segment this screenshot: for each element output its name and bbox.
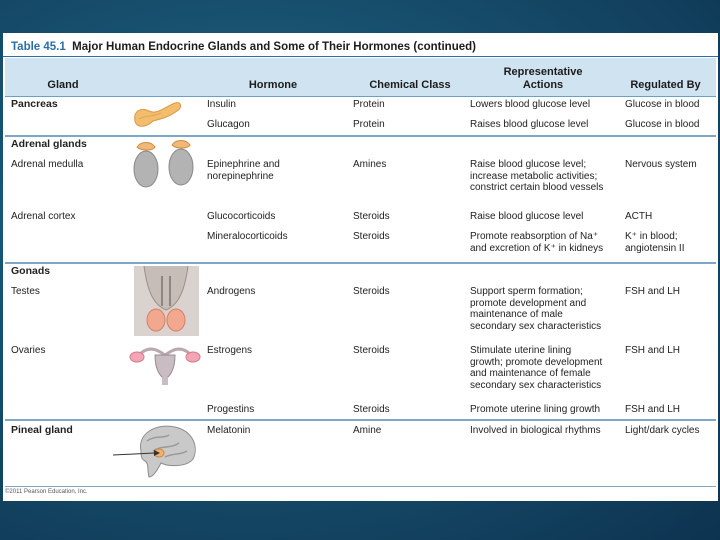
gland-adrenal-medulla: Adrenal medulla: [11, 159, 84, 170]
class-estrogens: Steroids: [353, 345, 390, 356]
gland-pineal: Pineal gland: [11, 424, 73, 436]
action-epinephrine: Raise blood glucose level; increase metabolic activities; constrict certain blood vessels: [470, 159, 604, 193]
action-mineralocorticoids: Promote reabsorption of Na⁺ and excretion of K⁺ in kidneys: [470, 231, 604, 254]
action-estrogens: Stimulate uterine lining growth; promote development and maintenance of female secondary sex characteristics: [470, 345, 603, 391]
section-divider: [5, 419, 716, 421]
hormone-insulin: Insulin: [207, 99, 236, 110]
regulated-estrogens: FSH and LH: [625, 345, 681, 356]
action-insulin: Lowers blood glucose level: [470, 99, 591, 110]
copyright: ©2011 Pearson Education, Inc.: [5, 489, 88, 495]
hormone-epinephrine: Epinephrine and norepinephrine: [207, 159, 280, 182]
table-title-text: Major Human Endocrine Glands and Some of Their Hormones (continued): [72, 41, 476, 53]
hormone-progestins: Progestins: [207, 404, 255, 415]
action-androgens: Support sperm formation; promote development and maintenance of male secondary sex characteristics: [470, 286, 602, 332]
header-regulated-by: Regulated By: [630, 79, 701, 91]
hormone-estrogens: Estrogens: [207, 345, 253, 356]
header-actions: Representative Actions: [503, 66, 583, 91]
class-mineralocorticoids: Steroids: [353, 231, 390, 242]
regulated-androgens: FSH and LH: [625, 286, 681, 297]
class-progestins: Steroids: [353, 404, 390, 415]
regulated-epinephrine: Nervous system: [625, 159, 697, 170]
action-glucagon: Raises blood glucose level: [470, 119, 589, 130]
gland-gonads: Gonads: [11, 265, 51, 277]
ovaries-illustration: [127, 341, 203, 387]
action-progestins: Promote uterine lining growth: [470, 404, 601, 415]
class-melatonin: Amine: [353, 425, 382, 436]
regulated-insulin: Glucose in blood: [625, 99, 700, 110]
table-number: Table 45.1: [11, 41, 66, 53]
testes-illustration: [134, 266, 199, 336]
hormone-androgens: Androgens: [207, 286, 256, 297]
action-glucocorticoids: Raise blood glucose level: [470, 211, 584, 222]
hormone-glucagon: Glucagon: [207, 119, 250, 130]
brain-pineal-illustration: [113, 421, 203, 479]
gland-ovaries: Ovaries: [11, 345, 46, 356]
regulated-mineralocorticoids: K⁺ in blood; angiotensin II: [625, 231, 685, 254]
hormone-glucocorticoids: Glucocorticoids: [207, 211, 276, 222]
regulated-glucagon: Glucose in blood: [625, 119, 700, 130]
gland-testes: Testes: [11, 286, 40, 297]
header-hormone: Hormone: [248, 79, 298, 91]
gland-adrenal-cortex: Adrenal cortex: [11, 211, 76, 222]
adrenal-glands-illustration: [129, 139, 199, 191]
regulated-melatonin: Light/dark cycles: [625, 425, 700, 436]
class-glucocorticoids: Steroids: [353, 211, 390, 222]
hormone-mineralocorticoids: Mineralocorticoids: [207, 231, 288, 242]
regulated-progestins: FSH and LH: [625, 404, 681, 415]
hormone-melatonin: Melatonin: [207, 425, 251, 436]
gland-pancreas: Pancreas: [11, 98, 58, 110]
class-epinephrine: Amines: [353, 159, 387, 170]
table-bottom-rule: [5, 486, 716, 487]
header-gland: Gland: [47, 79, 79, 91]
pancreas-illustration: [131, 97, 183, 131]
table-card: [3, 33, 718, 501]
table-title: [3, 37, 718, 57]
header-chemical-class: Chemical Class: [369, 79, 451, 91]
action-melatonin: Involved in biological rhythms: [470, 425, 601, 436]
class-glucagon: Protein: [353, 119, 385, 130]
class-insulin: Protein: [353, 99, 385, 110]
regulated-glucocorticoids: ACTH: [625, 211, 653, 222]
section-divider: [5, 262, 716, 264]
gland-adrenal-glands: Adrenal glands: [11, 138, 87, 150]
class-androgens: Steroids: [353, 286, 390, 297]
section-divider: [5, 135, 716, 137]
